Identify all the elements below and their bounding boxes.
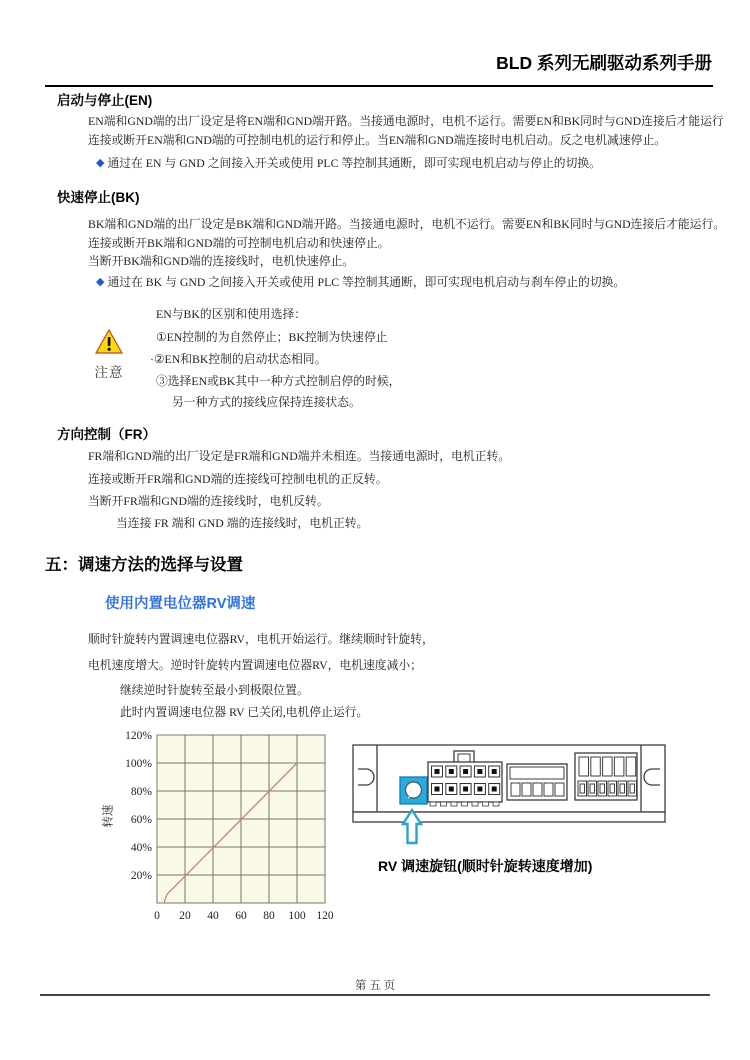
paragraph-line: 当连接 FR 端和 GND 端的连接线时，电机正转。 [116, 516, 369, 530]
chart-y-axis-label: 转速 [102, 804, 115, 828]
svg-text:100: 100 [288, 910, 306, 922]
paragraph-line: 连接或断开EN端和GND端的可控制电机的运行和停止。当EN端和GND端连接时电机启动。反之电机减速停止。 [88, 133, 667, 147]
paragraph-line: 当断开FR端和GND端的连接线时，电机反转。 [88, 494, 329, 508]
svg-text:80%: 80% [130, 786, 152, 798]
driver-diagram [350, 740, 670, 850]
paragraph-line: 连接或断开FR端和GND端的连接线可控制电机的正反转。 [88, 472, 388, 486]
warning-triangle-icon [94, 328, 124, 356]
svg-text:20: 20 [179, 910, 191, 922]
paragraph-line: 此时内置调速电位器 RV 已关闭,电机停止运行。 [120, 705, 369, 719]
svg-text:60%: 60% [130, 814, 152, 826]
rv-knob[interactable] [400, 777, 427, 804]
paragraph-line: 电机速度增大。逆时针旋转内置调速电位器RV，电机速度减小； [88, 658, 422, 672]
warning-label: 注意 [94, 365, 124, 380]
bullet-text: 通过在 BK 与 GND 之间接入开关或使用 PLC 等控制其通断，即可实现电机启动与刹车停止的切换。 [107, 275, 626, 289]
warning-block [94, 328, 124, 381]
note-item: ③选择EN或BK其中一种方式控制启停的时候， [156, 374, 401, 388]
svg-text:120%: 120% [125, 730, 152, 742]
bullet-line [96, 273, 625, 290]
paragraph-line: BK端和GND端的出厂设定是BK端和GND端开路。当接通电源时，电机不运行。需要EN和BK同时与GND连接后才能运行。 [88, 217, 726, 231]
svg-text:100%: 100% [125, 758, 152, 770]
svg-text:40%: 40% [130, 842, 152, 854]
svg-text:20%: 20% [130, 870, 152, 882]
note-item: ·②EN和BK控制的启动状态相同。 [150, 352, 327, 366]
paragraph-line: 继续逆时针旋转至最小到极限位置。 [120, 683, 309, 697]
section-title-fr: 方向控制（FR） [57, 427, 156, 442]
svg-text:80: 80 [263, 910, 275, 922]
note-heading: EN与BK的区别和使用选择： [156, 307, 307, 321]
power-terminal-block [575, 753, 637, 800]
section-title-en: 启动与停止(EN) [57, 93, 153, 108]
driver-bottom-rail [353, 812, 665, 822]
diagram-caption: RV 调速旋钮(顺时针旋转速度增加) [378, 858, 593, 874]
middle-connector [507, 764, 567, 800]
svg-text:60: 60 [235, 910, 247, 922]
section-title-bk: 快速停止(BK) [57, 190, 140, 205]
bullet-text: 通过在 EN 与 GND 之间接入开关或使用 PLC 等控制其通断，即可实现电机启动与停止的切换。 [107, 156, 601, 170]
diamond-bullet-icon: ◆ [96, 156, 105, 169]
page-number: 第 五 页 [354, 980, 396, 992]
subsection-title-rv: 使用内置电位器RV调速 [105, 596, 256, 612]
svg-text:120: 120 [316, 910, 334, 922]
paragraph-line: 顺时针旋转内置调速电位器RV，电机开始运行。继续顺时针旋转， [88, 632, 434, 646]
paragraph-line: 当断开BK端和GND端的连接线时，电机快速停止。 [88, 254, 355, 268]
chapter-title: 五：调速方法的选择与设置 [45, 556, 243, 574]
diamond-bullet-icon: ◆ [96, 275, 105, 288]
note-item: 另一种方式的接线应保持连接状态。 [172, 395, 361, 409]
footer-divider [40, 994, 710, 996]
page-title: BLD 系列无刷驱动系列手册 [496, 53, 712, 73]
svg-text:40: 40 [207, 910, 219, 922]
paragraph-line: EN端和GND端的出厂设定是将EN端和GND端开路。当接通电源时，电机不运行。需要EN和BK同时与GND连接后才能运行 [88, 114, 724, 128]
speed-curve-chart [118, 727, 358, 923]
svg-text:0: 0 [154, 910, 160, 922]
note-item: ①EN控制的为自然停止；BK控制为快速停止 [156, 330, 388, 344]
header-divider [45, 85, 713, 87]
bullet-line [96, 154, 601, 171]
paragraph-line: 连接或断开BK端和GND端的可控制电机启动和快速停止。 [88, 236, 390, 250]
paragraph-line: FR端和GND端的出厂设定是FR端和GND端并未相连。当接通电源时，电机正转。 [88, 449, 511, 463]
